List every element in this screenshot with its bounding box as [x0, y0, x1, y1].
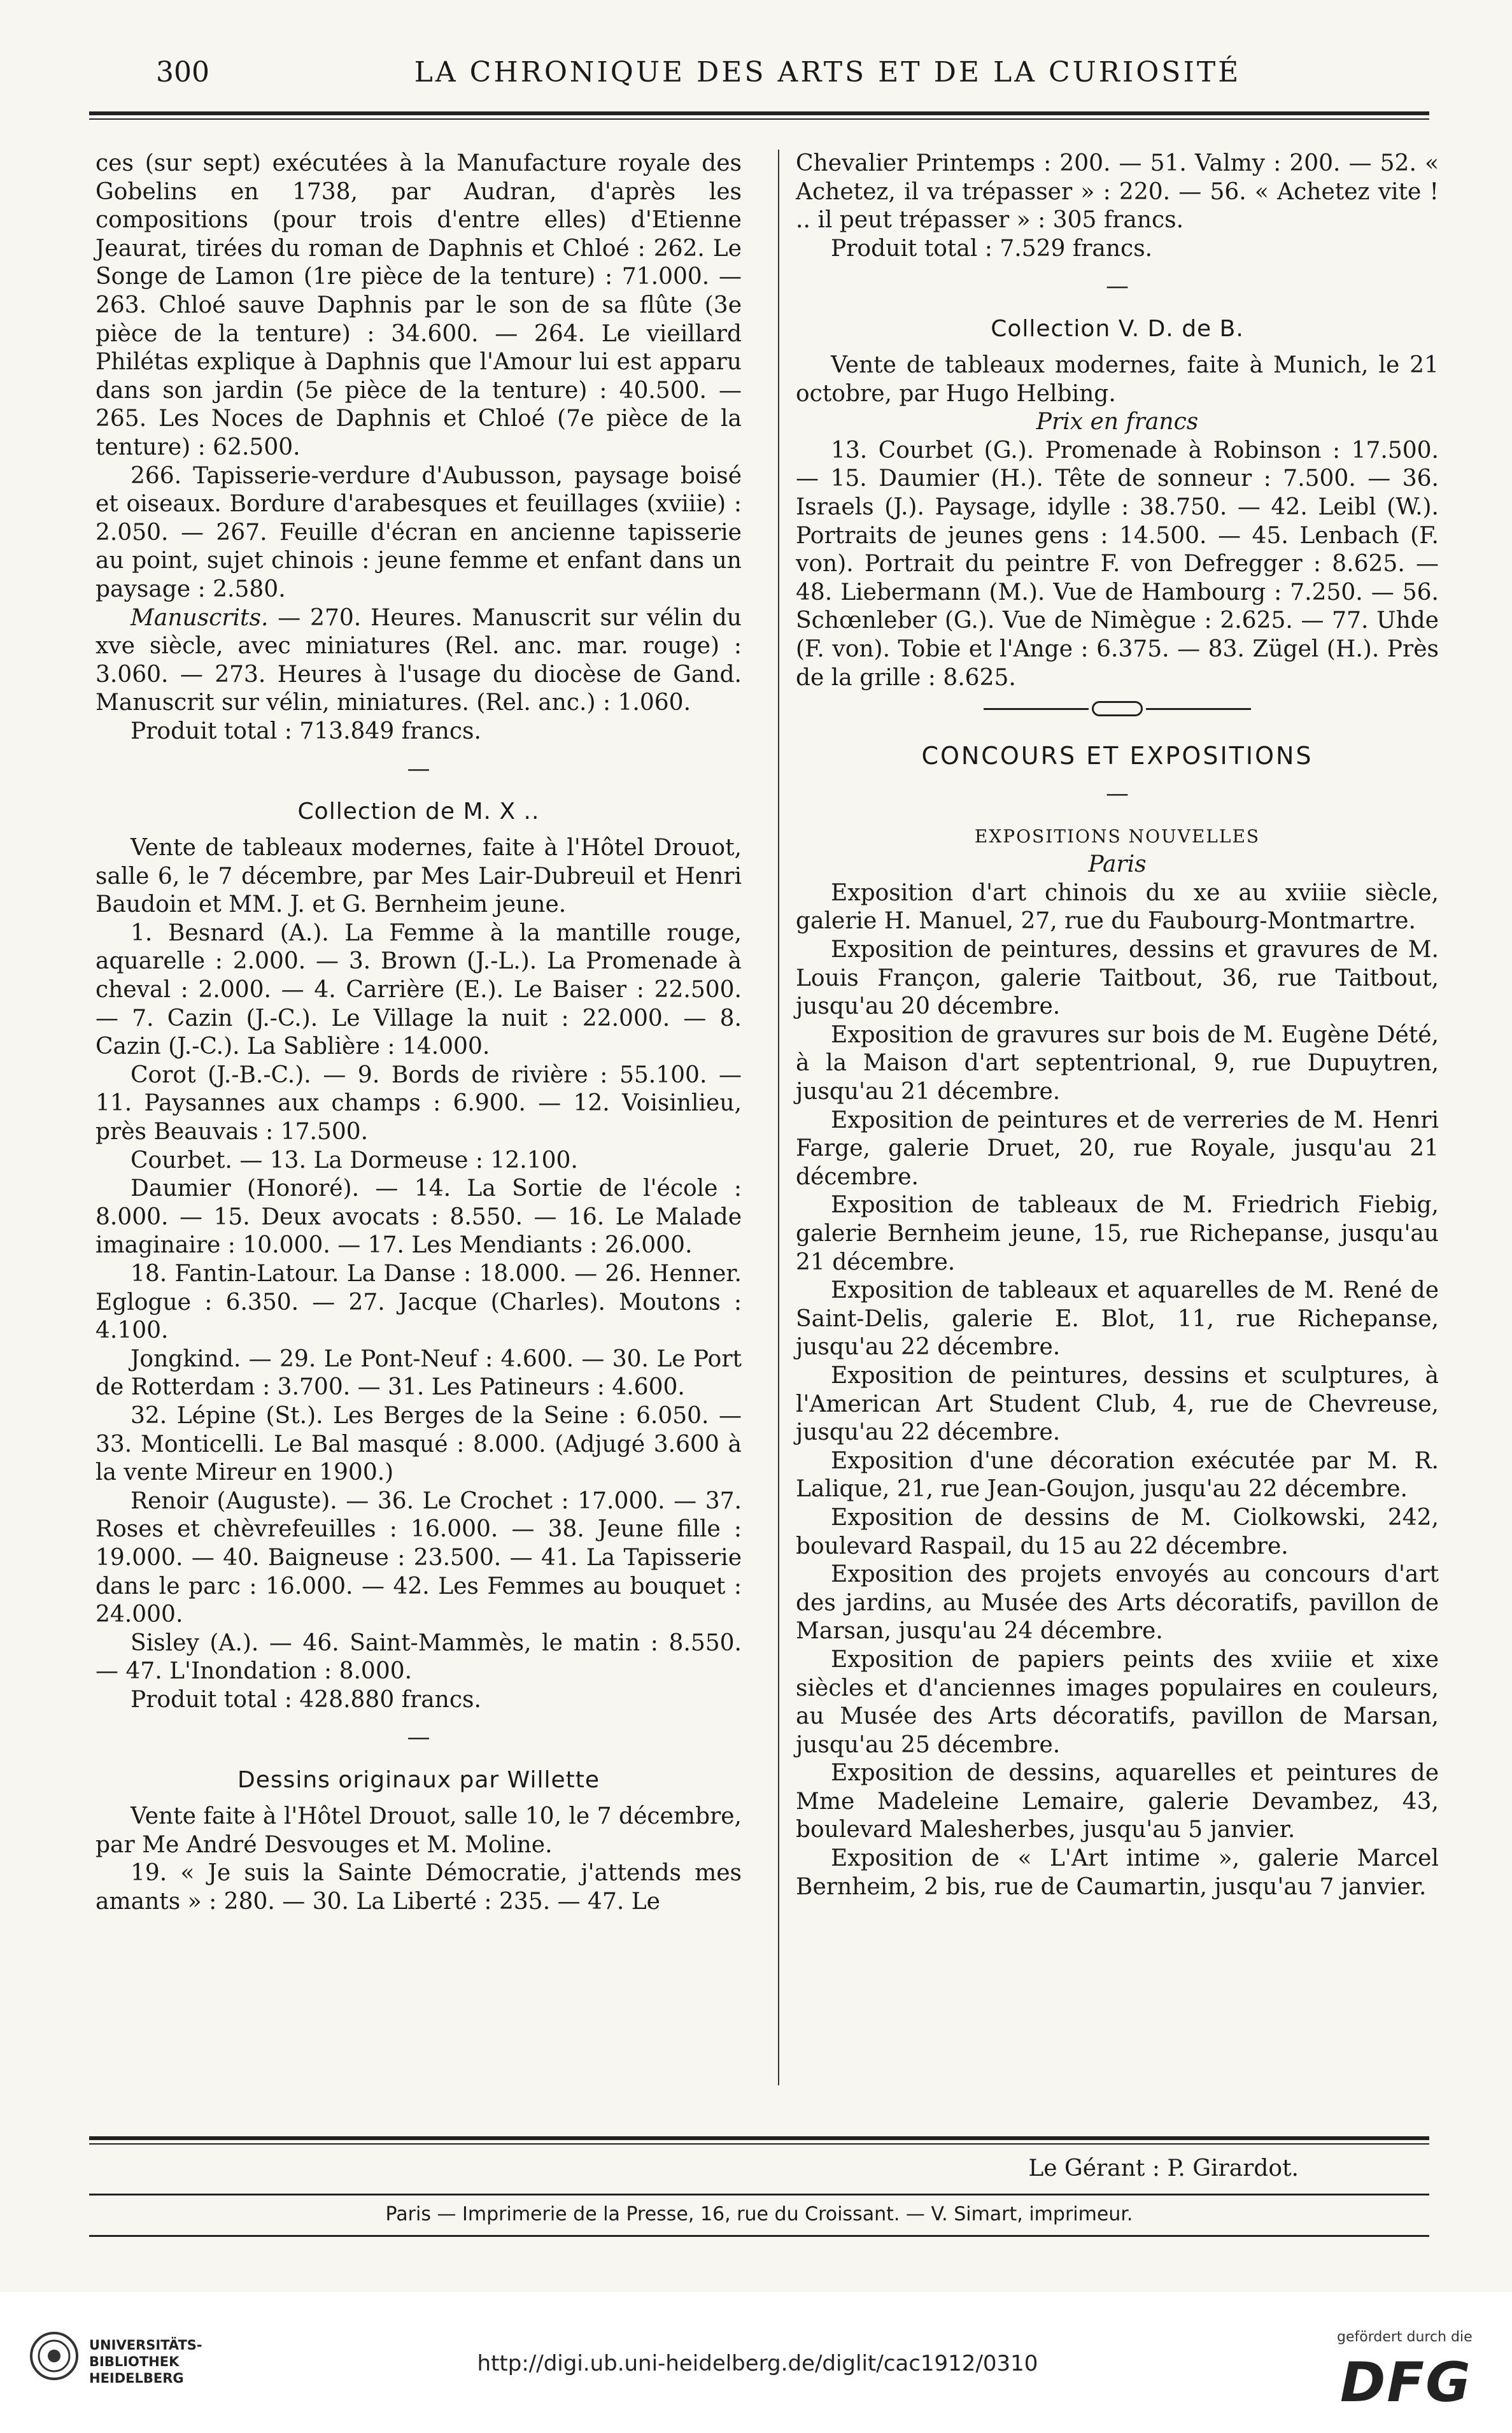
separator-dash: —: [1106, 273, 1129, 300]
separator-dash: —: [407, 756, 430, 783]
section-title-collection-x: Collection de M. X ..: [297, 798, 540, 825]
ornament-divider: [984, 701, 1251, 716]
subsection-title: EXPOSITIONS NOUVELLES: [974, 825, 1261, 847]
exhibition-item: Exposition de tableaux de M. Friedrich Fiebig, galerie Bernheim jeune, 15, rue Richepanse, jusqu'au 21 décembre.: [796, 1192, 1439, 1275]
exhibition-item: Exposition de dessins de M. Ciolkowski, 242, boulevard Raspail, du 15 au 22 décembre.: [796, 1504, 1439, 1559]
aubusson-paragraph: 266. Tapisserie-verdure d'Aubusson, paysage boisé et oiseaux. Bordure d'arabesques et feuillages (xviiie) : 2.050. — 267. Feuille d'écran en ancienne tapisserie au point, sujet chinois : jeune femme et enfant dans un paysage : 2.580.: [95, 462, 742, 602]
library-name: UNIVERSITÄTS- BIBLIOTHEK HEIDELBERG: [89, 2337, 202, 2386]
sale-intro: Vente faite à l'Hôtel Drouot, salle 10, le 7 décembre, par Me André Desvouges et M. Moline.: [95, 1803, 742, 1858]
price-note: Prix en francs: [1036, 409, 1199, 436]
manuscripts-paragraph: [95, 604, 742, 718]
section-title-collection-vdb: Collection V. D. de B.: [991, 316, 1244, 343]
exhibition-item: Exposition de « L'Art intime », galerie Marcel Bernheim, 2 bis, rue de Caumartin, jusqu'au 7 janvier.: [796, 1845, 1439, 1900]
exhibition-item: Exposition de peintures, dessins et sculptures, à l'American Art Student Club, 4, rue de Chevreuse, jusqu'au 22 décembre.: [796, 1362, 1439, 1446]
page-number: 300: [156, 56, 209, 89]
lot-list-item: 1. Besnard (A.). La Femme à la mantille rouge, aquarelle : 2.000. — 3. Brown (J.-L.). La Promenade à cheval : 2.000. — 4. Carrière (E.). Le Baiser : 22.500. — 7. Cazin (J.-C.). Le Village la nuit : 22.000. — 8. Cazin (J.-C.). La Sablière : 14.000.: [95, 919, 742, 1060]
dfg-logo: DFG: [1340, 2351, 1472, 2415]
header-rule-thick: [89, 111, 1429, 115]
imprint-rule: [89, 2235, 1429, 2237]
section-title-concours: CONCOURS ET EXPOSITIONS: [921, 742, 1313, 770]
total-3: Produit total : 7.529 francs.: [831, 235, 1153, 262]
digitization-banner: [0, 2292, 1512, 2433]
lot-list-item: Jongkind. — 29. Le Pont-Neuf : 4.600. — 30. Le Port de Rotterdam : 3.700. — 31. Les Patineurs : 4.600.: [95, 1345, 742, 1401]
tapestry-paragraph: ces (sur sept) exécutées à la Manufacture royale des Gobelins en 1738, par Audran, d'après les compositions (pour trois d'entre elles) d'Etienne Jeaurat, tirées du roman de Daphnis et Chloé : 262. Le Songe de Lamon (1re pièce de la tenture) : 71.000. — 263. Chloé sauve Daphnis par le son de sa flûte (3e pièce de la tenture) : 34.600. — 264. Le vieillard Philétas explique à Daphnis que l'Amour lui est apparu dans son jardin (5e pièce de la tenture) : 40.500. — 265. Les Noces de Daphnis et Chloé (7e pièce de la tenture) : 62.500.: [95, 150, 742, 460]
printer-imprint: Paris — Imprimerie de la Presse, 16, rue du Croissant. — V. Simart, imprimeur.: [385, 2203, 1133, 2225]
separator-dash: —: [1106, 780, 1129, 807]
funded-by-label: gefördert durch die: [1337, 2329, 1473, 2345]
footer-rule-thin: [89, 2143, 1429, 2145]
exhibition-item: Exposition de dessins, aquarelles et peintures de Mme Madeleine Lemaire, galerie Devambez, 43, boulevard Malesherbes, jusqu'au 5 janvier.: [796, 1760, 1439, 1843]
lot-list-item: 13. Courbet (G.). Promenade à Robinson : 17.500. — 15. Daumier (H.). Tête de sonneur : 7.500. — 36. Israels (J.). Paysage, idylle : 38.750. — 42. Leibl (W.). Portraits de jeunes gens : 14.500. — 45. Lenbach (F. von). Portrait du peintre F. von Defregger : 8.625. — 48. Liebermann (M.). Vue de Hambourg : 7.250. — 56. Schœnleber (G.). Vue de Nimègue : 2.625. — 77. Uhde (F. von). Tobie et l'Ange : 6.375. — 83. Zügel (H.). Près de la grille : 8.625.: [796, 437, 1439, 691]
lot-list-item: 19. « Je suis la Sainte Démocratie, j'attends mes amants » : 280. — 30. La Liberté : 235. — 47. Le: [95, 1860, 742, 1915]
separator-dash: —: [407, 1724, 430, 1751]
lot-list-item: Sisley (A.). — 46. Saint-Mammès, le matin : 8.550. — 47. L'Inondation : 8.000.: [95, 1629, 742, 1685]
right-column: [796, 150, 1439, 1901]
exhibition-item: Exposition de peintures et de verreries de M. Henri Farge, galerie Druet, 20, rue Royale, jusqu'au 21 décembre.: [796, 1107, 1439, 1190]
exhibition-item: Exposition d'art chinois du xe au xviiie siècle, galerie H. Manuel, 27, rue du Faubourg-Montmartre.: [796, 879, 1439, 935]
section-title-willette: Dessins originaux par Willette: [237, 1767, 600, 1794]
lot-list-item: 32. Lépine (St.). Les Berges de la Seine : 6.050. — 33. Monticelli. Le Bal masqué : 8.000. (Adjugé 3.600 à la vente Mireur en 1900.): [95, 1402, 742, 1486]
source-url-link[interactable]: http://digi.ub.uni-heidelberg.de/diglit/cac1912/0310: [477, 2351, 1038, 2376]
total-1: Produit total : 713.849 francs.: [131, 718, 481, 744]
lot-list-item: Daumier (Honoré). — 14. La Sortie de l'école : 8.000. — 15. Deux avocats : 8.550. — 16. Le Malade imaginaire : 10.000. — 17. Les Mendiants : 26.000.: [95, 1175, 742, 1259]
gerant-signature: Le Gérant : P. Girardot.: [1028, 2155, 1299, 2181]
exhibition-item: Exposition de papiers peints des xviiie et xixe siècles et d'anciennes images populaires en couleurs, au Musée des Arts décoratifs, pavillon de Marsan, jusqu'au 25 décembre.: [796, 1646, 1439, 1758]
city-heading: Paris: [1088, 851, 1147, 878]
sale-intro: Vente de tableaux modernes, faite à l'Hôtel Drouot, salle 6, le 7 décembre, par Mes Lair-Dubreuil et Henri Baudoin et MM. J. et G. Bernheim jeune.: [95, 835, 742, 918]
footer-rule-thick: [89, 2136, 1429, 2140]
running-title: LA CHRONIQUE DES ARTS ET DE LA CURIOSITÉ: [414, 56, 1241, 89]
exhibition-item: Exposition de tableaux et aquarelles de M. René de Saint-Delis, galerie E. Blot, 11, rue Richepanse, jusqu'au 22 décembre.: [796, 1277, 1439, 1361]
header-rule-thin: [89, 118, 1429, 120]
exhibition-item: Exposition des projets envoyés au concours d'art des jardins, au Musée des Arts décoratifs, pavillon de Marsan, jusqu'au 24 décembre.: [796, 1561, 1439, 1645]
lot-list-item: Courbet. — 13. La Dormeuse : 12.100.: [131, 1147, 578, 1174]
sale-intro: Vente de tableaux modernes, faite à Munich, le 21 octobre, par Hugo Helbing.: [796, 351, 1439, 407]
manuscripts-label: Manuscrits.: [131, 604, 269, 631]
lot-list-item: Corot (J.-B.-C.). — 9. Bords de rivière : 55.100. — 11. Paysannes aux champs : 6.900. — 12. Voisinlieu, près Beauvais : 17.500.: [95, 1061, 742, 1145]
exhibition-item: Exposition de peintures, dessins et gravures de M. Louis Françon, galerie Taitbout, 36, rue Taitbout, jusqu'au 20 décembre.: [796, 937, 1439, 1020]
lot-list-item: 18. Fantin-Latour. La Danse : 18.000. — 26. Henner. Eglogue : 6.350. — 27. Jacque (Charles). Moutons : 4.100.: [95, 1260, 742, 1344]
lot-list-item: Renoir (Auguste). — 36. Le Crochet : 17.000. — 37. Roses et chèvrefeuilles : 16.000. — 38. Jeune fille : 19.000. — 40. Baigneuse : 23.500. — 41. La Tapisserie dans le parc : 16.000. — 42. Les Femmes au bouquet : 24.000.: [95, 1487, 742, 1628]
total-2: Produit total : 428.880 francs.: [131, 1686, 481, 1713]
column-rule: [778, 150, 779, 2085]
university-seal-icon: [29, 2330, 80, 2381]
exhibition-item: Exposition d'une décoration exécutée par M. R. Lalique, 21, rue Jean-Goujon, jusqu'au 22 décembre.: [796, 1447, 1439, 1503]
lot-list-continued: Chevalier Printemps : 200. — 51. Valmy : 200. — 52. « Achetez, il va trépasser » : 220. — 56. « Achetez vite ! .. il peut trépasser » : 305 francs.: [796, 150, 1439, 234]
gerant-rule: [89, 2194, 1429, 2195]
running-head: [95, 56, 1464, 101]
manuscripts-text: — 270. Heures. Manuscrit sur vélin du xve siècle, avec miniatures (Rel. anc. mar. rouge) : 3.060. — 273. Heures à l'usage du diocèse de Gand. Manuscrit sur vélin, miniatures. (Rel. anc.) : 1.060.: [95, 604, 742, 716]
left-column: [95, 150, 742, 1916]
exhibition-item: Exposition de gravures sur bois de M. Eugène Dété, à la Maison d'art septentrional, 9, rue Dupuytren, jusqu'au 21 décembre.: [796, 1021, 1439, 1105]
